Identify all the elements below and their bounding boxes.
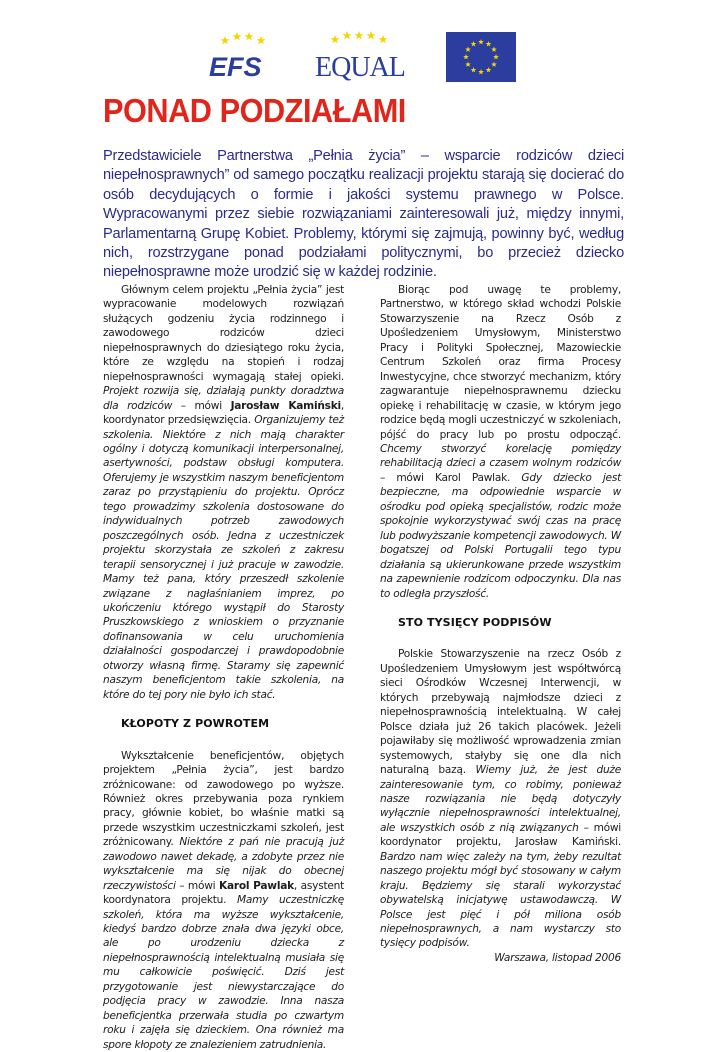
efs-logo xyxy=(205,30,275,80)
equal-logo-text: EQUAL xyxy=(315,52,405,83)
dateline: Warszawa, listopad 2006 xyxy=(494,951,621,964)
right-paragraph-1: Biorąc pod uwagę te problemy, Partnerstwo, w którego skład wchodzi Polskie Stowarzyszenie na Rzecz Osób z Upośledzeniem Umysłowym, Ministerstwo Pracy i Polityki Społecznej, Mazowieckie Centrum Szkoleń oraz firma Procesy Inwestycyjne, chce stworzyć mechanizm, który zagwarantuje niepełnosprawnemu dziecku opiekę i rehabilitację w czasie, w którym jego rodzice będą mogli uczestniczyć w szkoleniach, pójść do pracy lub po prostu odpocząć. Chcemy stworzyć korelację pomiędzy rehabilitacją dzieci a czasem wolnym rodziców – mówi Karol Pawlak. Gdy dziecko jest bezpieczne, ma odpowiednie wsparcie w ośrodku pod opieką specjalistów, rodzic może spokojnie wykorzystywać swój czas na pracę lub podwyższanie kompetencji zawodowych. W bogatszej od Polski Portugalii tego typu działania są ukierunkowane przede wszystkim na zapewnienie rodzicom odpoczynku. Dla nas to odległa przyszłość. xyxy=(380,284,621,600)
left-column xyxy=(103,283,344,1052)
section-heading-klopoty: KŁOPOTY Z POWROTEM xyxy=(121,717,270,731)
eu-flag-icon xyxy=(446,32,516,82)
right-column xyxy=(380,283,621,965)
efs-logo-text: EFS xyxy=(209,52,262,82)
page-title: PONAD PODZIAŁAMI xyxy=(103,92,406,129)
left-paragraph-1: Głównym celem projektu „Pełnia życia” jest wypracowanie modelowych rozwiązań służących godzeniu życia rodzinnego i zawodowego rodziców dzieci niepełnosprawnych do dziesiątego roku życia, które ze względu na stopień i rodzaj niepełnosprawności wymagają stałej opieki. Projekt rozwija się, działają punkty doradztwa dla rodziców – mówi Jarosław Kamiński, koordynator przedsięwzięcia. Organizujemy też szkolenia. Niektóre z nich mają charakter ogólny i dotyczą komunikacji interpersonalnej, asertywności, podstaw obsługi komputera. Oferujemy je wszystkim naszym beneficjentom zaraz po przystąpieniu do projektu. Oprócz tego prowadzimy szkolenia dostosowane do indywidualnych potrzeb zawodowych poszczególnych osób. Jedna z uczestniczek projektu skorzystała ze szkoleń z zakresu terapii sensorycznej i już pracuje w zawodzie. Mamy też pana, który przeszedł szkolenie związane z nagłaśnianiem imprez, po ukończeniu którego wystąpił do Starosty Pruszkowskiego z wnioskiem o przyznanie dofinansowania w celu uruchomienia działalności gospodarczej i prawdopodobnie otworzy własną firmę. Staramy się zapewnić naszym beneficjentom takie szkolenia, na które do tej pory nie było ich stać. xyxy=(103,284,344,701)
equal-logo xyxy=(313,30,409,83)
left-paragraph-2: Wykształcenie beneficjentów, objętych projektem „Pełnia życia”, jest bardzo zróżnicowane: od zawodowego po wyższe. Również okres przebywania poza rynkiem pracy, głównie kobiet, bo właśnie matki są przede wszystkim uczestniczkami szkoleń, jest zróżnicowany. Niektóre z pań nie pracują już zawodowo nawet dekadę, a zdobyte przez nie wykształcenie ma się nijak do obecnej rzeczywistości – mówi Karol Pawlak, asystent koordynatora projektu. Mamy uczestniczkę szkoleń, która ma wyższe wykształcenie, kiedyś bardzo dobrze znała dwa języki obce, ale po urodzeniu dziecka z niepełnosprawnością intelektualną musiała się mu całkowicie poświęcić. Dziś jest przygotowanie jest niewystarczające do podjęcia pracy w zawodzie. Inna nasza beneficjentka przerwała studia po czwartym roku i zajęła się dzieckiem. Ona również ma spore kłopoty ze znalezieniem zatrudnienia. xyxy=(103,749,345,1051)
lead-paragraph: Przedstawiciele Partnerstwa „Pełnia życia” – wsparcie rodziców dzieci niepełnosprawnych” od samego początku realizacji projektu starają się docierać do osób decydujących o formie i jakości systemu prawnego w Polsce. Wypracowanymi przez siebie rozwiązaniami zainteresowali już, między innymi, Parlamentarną Grupę Kobiet. Problemy, którymi się zajmują, powinny być, według nich, rozstrzygane ponad podziałami politycznymi, bo przecież dziecko niepełnosprawne może urodzić się w każdej rodzinie. xyxy=(103,148,624,281)
right-paragraph-2: Polskie Stowarzyszenie na rzecz Osób z Upośledzeniem Umysłowym jest współtwórcą sieci Ośrodków Wczesnej Interwencji, w których przebywają najmłodsze dzieci z niepełnosprawnością intelektualną. W całej Polsce działa już 26 takich placówek. Jeżeli pojawiłaby się możliwość wprowadzenia zmian systemowych, stałyby się one dla nich naturalną bazą. Wiemy już, że jest duże zainteresowanie tym, co robimy, ponieważ nasze rozwiązania nie będą dotyczyły wyłącznie niepełnosprawności intelektualnej, ale wszystkich osób z nią związanych – mówi koordynator projektu, Jarosław Kamiński. Bardzo nam więc zależy na tym, żeby rezultat naszego projektu mógł być stosowany w całym kraju. Będziemy się starali wykorzystać obywatelską inicjatywę ustawodawczą. W Polsce jest pięć i pół miliona osób niepełnosprawnych, a nam wystarczy sto tysięcy podpisów. xyxy=(380,648,622,950)
section-heading-sto-tysiecy: STO TYSIĘCY PODPISÓW xyxy=(398,615,552,629)
logo-bar xyxy=(0,30,724,88)
